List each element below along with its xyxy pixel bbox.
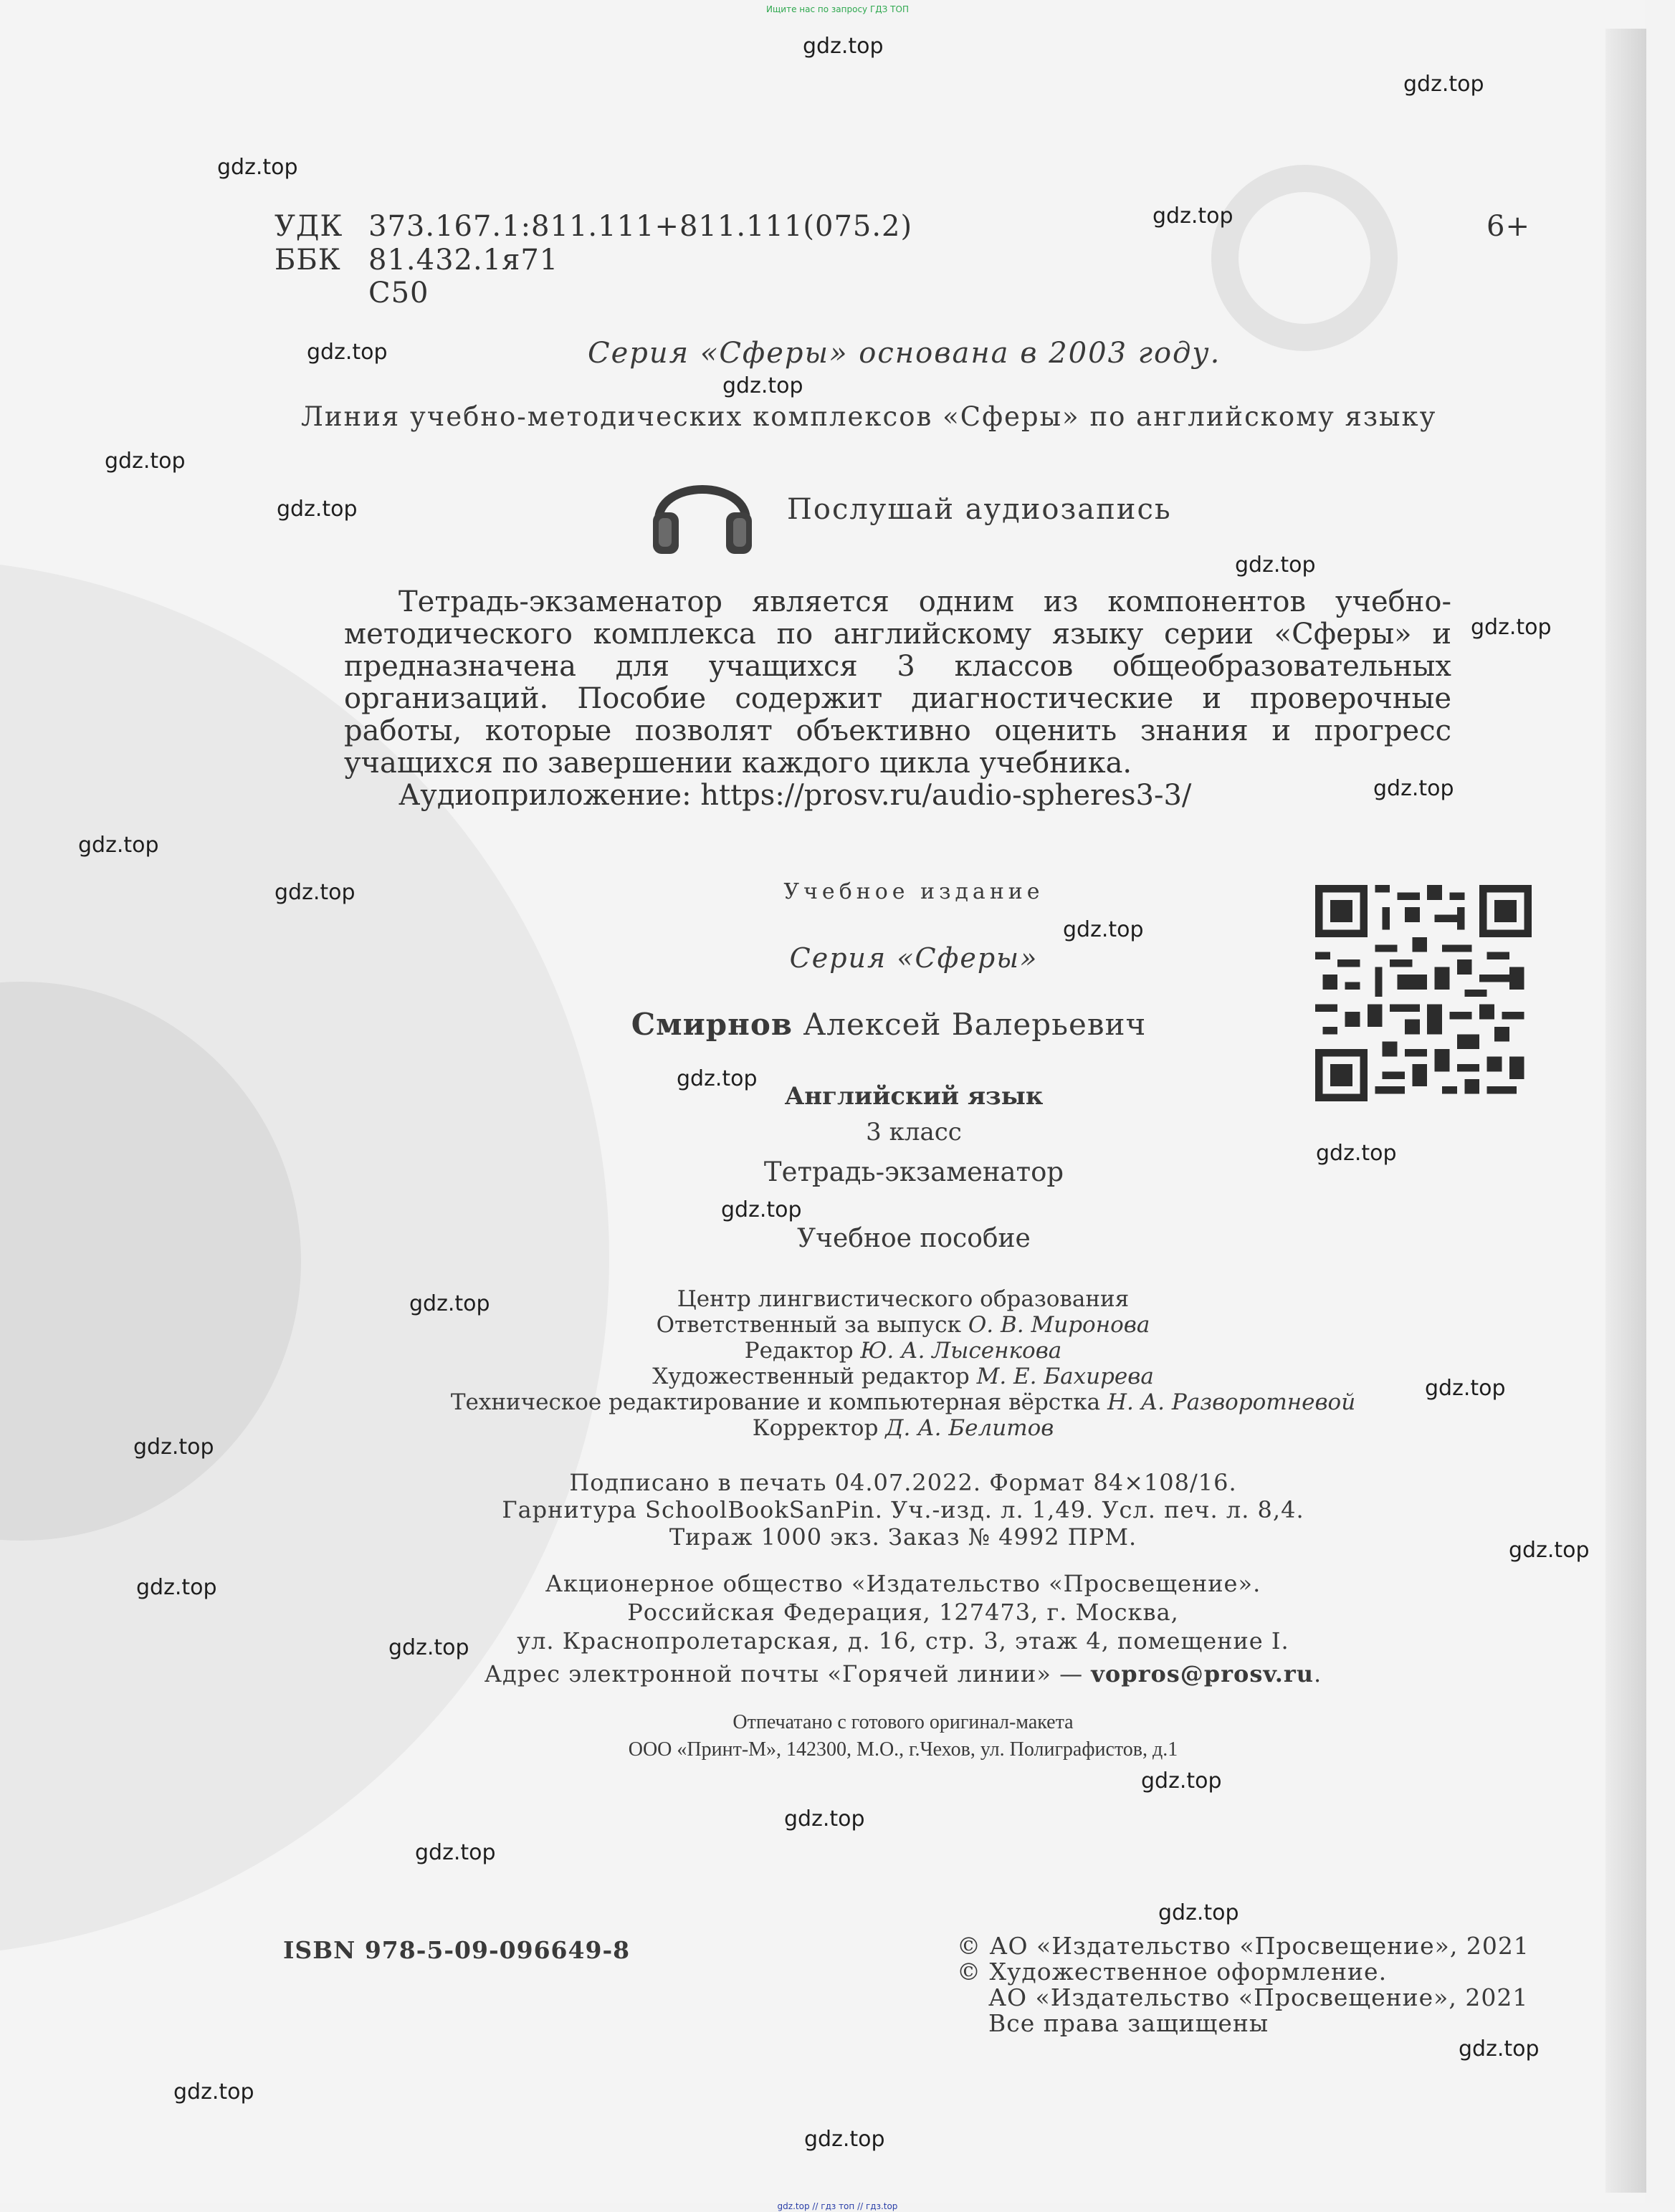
watermark-28: gdz.top: [1459, 2036, 1540, 2062]
credit-responsible: Ответственный за выпуск О. В. Миронова: [656, 1312, 1150, 1338]
printer-block: [401, 1709, 1405, 1763]
bleed-through-circle-top-right: [1211, 165, 1398, 351]
watermark-18: gdz.top: [409, 1291, 490, 1316]
bottom-ad-banner[interactable]: gdz.top // гдз топ // гдз.top: [777, 2201, 898, 2211]
qr-code[interactable]: [1315, 885, 1532, 1101]
author-code: С50: [368, 277, 429, 310]
watermark-8: gdz.top: [277, 497, 358, 522]
print-run: Тираж 1000 экз. Заказ № 4992 ПРМ.: [669, 1523, 1137, 1551]
headphones-icon: [649, 462, 756, 555]
edition-series: Серия «Сферы»: [789, 942, 1039, 974]
copyright-rights: Все права защищены: [988, 2009, 1269, 2037]
credits-block: [401, 1286, 1405, 1441]
watermark-10: gdz.top: [1471, 615, 1552, 640]
book-kind: Учебное пособие: [797, 1224, 1031, 1253]
watermark-11: gdz.top: [1373, 776, 1454, 801]
page-edge-shadow: [1605, 29, 1646, 2193]
publisher-country: Российская Федерация, 127473, г. Москва,: [627, 1599, 1179, 1626]
watermark-9: gdz.top: [1235, 552, 1316, 578]
watermark-26: gdz.top: [415, 1840, 496, 1865]
watermark-3: gdz.top: [217, 155, 298, 180]
watermark-22: gdz.top: [136, 1575, 217, 1600]
age-rating: 6+: [1486, 210, 1530, 243]
credit-department: Центр лингвистического образования: [677, 1286, 1130, 1312]
printer-note: Отпечатано с готового оригинал-макета: [732, 1711, 1074, 1733]
watermark-14: gdz.top: [1063, 917, 1144, 942]
watermark-2: gdz.top: [1403, 72, 1484, 97]
publisher-email[interactable]: vopros@prosv.ru: [1091, 1660, 1314, 1687]
watermark-6: gdz.top: [722, 373, 803, 398]
copyright-block: [957, 1933, 1530, 2036]
watermark-23: gdz.top: [388, 1635, 469, 1660]
watermark-29: gdz.top: [173, 2079, 254, 2105]
bbk-label: ББК: [275, 244, 341, 277]
watermark-27: gdz.top: [1158, 1900, 1239, 1925]
subject: Английский язык: [784, 1082, 1044, 1111]
watermark-30: gdz.top: [804, 2127, 885, 2152]
author-last-name: Смирнов: [631, 1007, 793, 1042]
watermark-20: gdz.top: [133, 1435, 214, 1460]
top-ad-banner[interactable]: Ищите нас по запросу ГДЗ ТОП: [766, 4, 909, 14]
series-note: Серия «Сферы» основана в 2003 году.: [588, 337, 1221, 370]
credit-layout: Техническое редактирование и компьютерная вёрстка Н. А. Разворотневой: [450, 1389, 1356, 1415]
copyright-design-owner: АО «Издательство «Просвещение», 2021: [988, 1983, 1529, 2011]
author-first-name: Алексей Валерьевич: [803, 1007, 1147, 1042]
print-signed: Подписано в печать 04.07.2022. Формат 84×108/16.: [569, 1469, 1237, 1496]
edition-type: Учебное издание: [783, 879, 1044, 904]
udk-value: 373.167.1:811.111+811.111(075.2): [368, 210, 913, 243]
watermark-5: gdz.top: [307, 340, 388, 365]
watermark-12: gdz.top: [78, 833, 159, 858]
line-note: Линия учебно-методических комплексов «Сферы» по английскому языку: [301, 401, 1437, 432]
book-title: Тетрадь-экзаменатор: [763, 1157, 1064, 1187]
udk-label: УДК: [275, 210, 343, 243]
bbk-value: 81.432.1я71: [368, 244, 559, 277]
publisher-block: [401, 1569, 1405, 1688]
watermark-21: gdz.top: [1509, 1538, 1590, 1563]
watermark-16: gdz.top: [1316, 1141, 1397, 1166]
credit-editor: Редактор Ю. А. Лысенкова: [744, 1338, 1062, 1364]
copyright-publisher: © АО «Издательство «Просвещение», 2021: [957, 1932, 1530, 1960]
watermark-24: gdz.top: [1141, 1768, 1222, 1794]
watermark-7: gdz.top: [105, 449, 186, 474]
watermark-19: gdz.top: [1425, 1376, 1506, 1401]
print-info-block: [401, 1469, 1405, 1551]
publisher-name: Акционерное общество «Издательство «Просвещение».: [545, 1570, 1261, 1597]
description-block: [344, 586, 1451, 812]
grade: 3 класс: [866, 1118, 962, 1146]
print-font: Гарнитура SchoolBookSanPin. Уч.-изд. л. 1,49. Усл. печ. л. 8,4.: [502, 1496, 1304, 1523]
credit-art-editor: Художественный редактор М. Е. Бахирева: [652, 1364, 1154, 1389]
audio-link[interactable]: Аудиоприложение: https://prosv.ru/audio-spheres3-3/: [399, 779, 1192, 812]
publisher-email-line: Адрес электронной почты «Горячей линии» — vopros@prosv.ru.: [484, 1660, 1322, 1687]
watermark-13: gdz.top: [275, 880, 355, 905]
author-name: [530, 1007, 1247, 1042]
watermark-1: gdz.top: [803, 34, 884, 59]
watermark-17: gdz.top: [721, 1197, 802, 1222]
watermark-25: gdz.top: [784, 1806, 865, 1832]
audio-label: Послушай аудиозапись: [787, 493, 1172, 526]
watermark-15: gdz.top: [677, 1066, 758, 1091]
credit-proofreader: Корректор Д. А. Белитов: [752, 1415, 1054, 1441]
publisher-street: ул. Краснопролетарская, д. 16, стр. 3, этаж 4, помещение I.: [517, 1627, 1289, 1655]
watermark-4: gdz.top: [1153, 204, 1233, 229]
printer-address: ООО «Принт-М», 142300, М.О., г.Чехов, ул. Полиграфистов, д.1: [628, 1738, 1178, 1761]
description-text: Тетрадь-экзаменатор является одним из компонентов учебно-методического комплекса по английскому языку серии «Сферы» и предназначена для учащихся 3 классов общеобразовательных организаций. Пособие содержит диагностические и проверочные работы, которые позволят объективно оценить знания и прогресс учащихся по завершении каждого цикла учебника.: [344, 585, 1451, 780]
copyright-design: © Художественное оформление.: [957, 1958, 1388, 1986]
isbn: ISBN 978-5-09-096649-8: [283, 1936, 631, 1964]
